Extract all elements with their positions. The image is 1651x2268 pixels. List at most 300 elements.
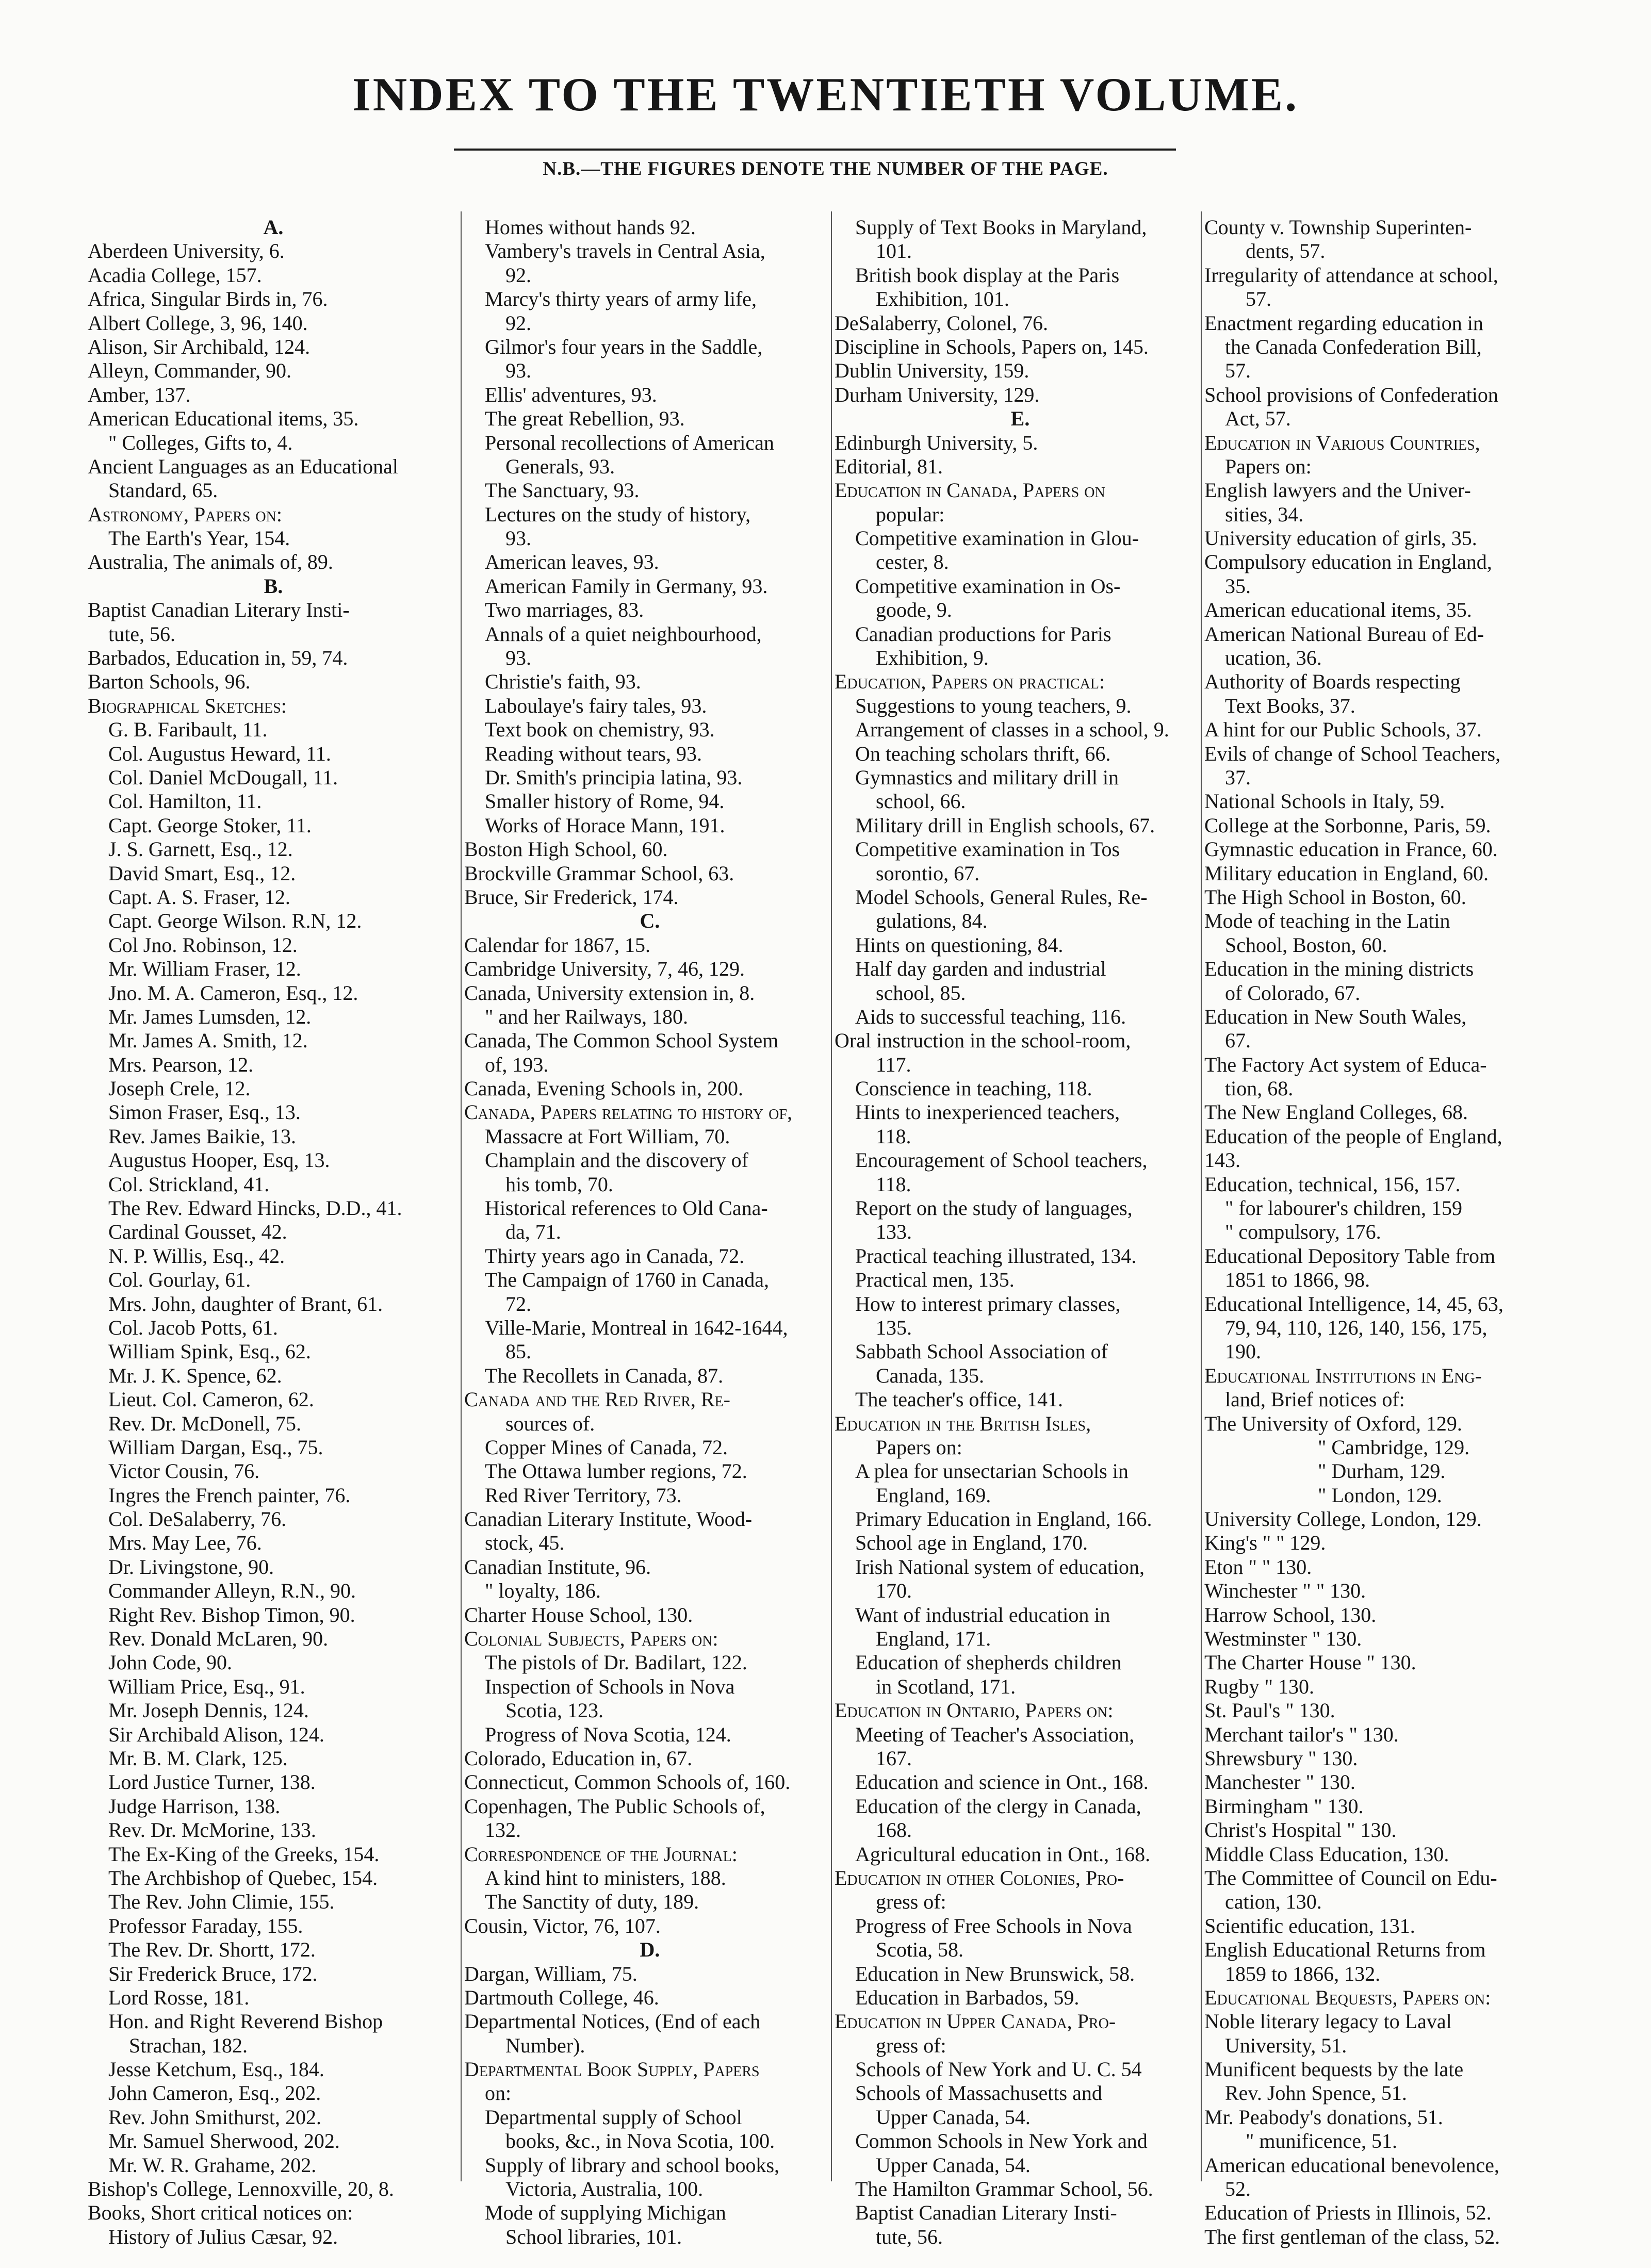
index-entry: Supply of library and school books,	[485, 2153, 780, 2177]
index-entry: Winchester " " 130.	[1204, 1579, 1366, 1603]
index-entry: dents, 57.	[1246, 239, 1326, 263]
index-entry: Cardinal Gousset, 42.	[108, 1220, 287, 1244]
index-entry: Col Jno. Robinson, 12.	[108, 933, 298, 957]
index-entry: stock, 45.	[485, 1531, 565, 1555]
index-letter-heading: C.	[640, 909, 660, 933]
index-entry: Scotia, 58.	[876, 1938, 963, 1962]
index-entry: Augustus Hooper, Esq, 13.	[108, 1148, 330, 1172]
index-entry: Education of shepherds children	[855, 1651, 1122, 1674]
index-entry: Eton " " 130.	[1204, 1555, 1312, 1579]
index-entry: Canada and the Red River, Re-	[464, 1388, 730, 1411]
index-entry: Hints on questioning, 84.	[855, 933, 1064, 957]
index-entry: Upper Canada, 54.	[876, 2105, 1031, 2129]
index-entry: 118.	[876, 1124, 911, 1148]
index-entry: " Colleges, Gifts to, 4.	[108, 431, 293, 454]
index-entry: Departmental Book Supply, Papers	[464, 2058, 760, 2081]
index-entry: Want of industrial education in	[855, 1603, 1110, 1626]
index-entry: Practical teaching illustrated, 134.	[855, 1244, 1137, 1268]
index-entry: American educational items, 35.	[1204, 598, 1472, 622]
index-entry: University education of girls, 35.	[1204, 527, 1477, 550]
index-entry: 79, 94, 110, 126, 140, 156, 175,	[1225, 1316, 1487, 1339]
index-entry: Mr. Joseph Dennis, 124.	[108, 1699, 309, 1722]
index-entry: The Sanctity of duty, 189.	[485, 1890, 699, 1914]
index-entry: School age in England, 170.	[855, 1531, 1088, 1555]
index-entry: Smaller history of Rome, 94.	[485, 790, 725, 813]
index-entry: Hints to inexperienced teachers,	[855, 1100, 1120, 1124]
index-entry: Canada, Papers relating to history of,	[464, 1100, 792, 1124]
index-entry: Lieut. Col. Cameron, 62.	[108, 1388, 314, 1411]
index-entry: Scotia, 123.	[505, 1699, 603, 1722]
index-entry: England, 169.	[876, 1483, 991, 1507]
index-entry: Noble literary legacy to Laval	[1204, 2010, 1452, 2033]
index-entry: school, 66.	[876, 790, 966, 813]
index-entry: Calendar for 1867, 15.	[464, 933, 651, 957]
index-entry: Massacre at Fort William, 70.	[485, 1124, 730, 1148]
index-entry: A kind hint to ministers, 188.	[485, 1866, 726, 1889]
index-entry: English Educational Returns from	[1204, 1938, 1486, 1962]
index-entry: Bishop's College, Lennoxville, 20, 8.	[88, 2177, 394, 2201]
index-entry: 72.	[505, 1292, 531, 1316]
index-entry: Aids to successful teaching, 116.	[855, 1005, 1126, 1028]
index-entry: tute, 56.	[876, 2225, 943, 2248]
index-entry: Upper Canada, 54.	[876, 2153, 1031, 2177]
index-letter-heading: B.	[264, 574, 283, 598]
index-entry: Bruce, Sir Frederick, 174.	[464, 885, 679, 909]
index-entry: The Charter House " 130.	[1204, 1651, 1416, 1674]
index-entry: Aberdeen University, 6.	[88, 239, 285, 263]
index-entry: 52.	[1225, 2177, 1251, 2201]
index-entry: goode, 9.	[876, 598, 952, 622]
index-entry: The Ottawa lumber regions, 72.	[485, 1459, 747, 1483]
index-entry: Historical references to Old Cana-	[485, 1196, 768, 1220]
index-entry: Mrs. May Lee, 76.	[108, 1531, 262, 1555]
index-entry: Gymnastics and military drill in	[855, 765, 1119, 789]
index-entry: The Earth's Year, 154.	[108, 527, 290, 550]
index-entry: Education and science in Ont., 168.	[855, 1770, 1149, 1794]
index-entry: Evils of change of School Teachers,	[1204, 742, 1501, 765]
index-entry: Compulsory education in England,	[1204, 550, 1492, 574]
index-entry: 93.	[505, 646, 531, 670]
index-entry: Mr. Samuel Sherwood, 202.	[108, 2129, 340, 2153]
index-entry: 37.	[1225, 765, 1251, 789]
index-entry: " Cambridge, 129.	[1318, 1435, 1470, 1459]
index-entry: Canada, The Common School System	[464, 1029, 779, 1053]
index-entry: Gymnastic education in France, 60.	[1204, 837, 1498, 861]
index-entry: Oral instruction in the school-room,	[835, 1029, 1131, 1053]
index-entry: Suggestions to young teachers, 9.	[855, 694, 1132, 717]
index-entry: Half day garden and industrial	[855, 957, 1106, 981]
index-entry: Acadia College, 157.	[88, 263, 262, 287]
index-entry: Dr. Livingstone, 90.	[108, 1555, 274, 1579]
index-entry: Books, Short critical notices on:	[88, 2201, 353, 2225]
index-entry: Sir Frederick Bruce, 172.	[108, 1962, 318, 1985]
index-entry: Supply of Text Books in Maryland,	[855, 216, 1147, 239]
index-entry: Simon Fraser, Esq., 13.	[108, 1100, 301, 1124]
index-entry: Departmental Notices, (End of each	[464, 2010, 761, 2033]
index-entry: Ellis' adventures, 93.	[485, 383, 657, 406]
index-entry: Rev. Donald McLaren, 90.	[108, 1627, 329, 1651]
index-entry: Africa, Singular Birds in, 76.	[88, 287, 328, 311]
index-entry: the Canada Confederation Bill,	[1225, 335, 1482, 358]
index-entry: Mode of teaching in the Latin	[1204, 909, 1450, 933]
index-entry: The Campaign of 1760 in Canada,	[485, 1268, 769, 1292]
index-column-2	[464, 216, 836, 2249]
index-entry: Colonial Subjects, Papers on:	[464, 1627, 718, 1651]
index-entry: " loyalty, 186.	[485, 1579, 601, 1603]
index-entry: tion, 68.	[1225, 1077, 1294, 1100]
index-entry: on:	[485, 2081, 512, 2105]
index-entry: books, &c., in Nova Scotia, 100.	[505, 2129, 775, 2153]
index-entry: Vambery's travels in Central Asia,	[485, 239, 765, 263]
index-entry: Alison, Sir Archibald, 124.	[88, 335, 310, 358]
index-entry: 101.	[876, 239, 912, 263]
index-column-4	[1204, 216, 1607, 2249]
index-entry: in Scotland, 171.	[876, 1674, 1016, 1698]
index-entry: 132.	[485, 1818, 521, 1842]
index-entry: Schools of New York and U. C. 54	[855, 2058, 1142, 2081]
index-entry: Model Schools, General Rules, Re-	[855, 885, 1148, 909]
index-entry: Judge Harrison, 138.	[108, 1794, 281, 1818]
index-entry: Boston High School, 60.	[464, 837, 668, 861]
index-entry: The Factory Act system of Educa-	[1204, 1053, 1487, 1076]
index-entry: Papers on:	[1225, 454, 1312, 478]
index-entry: Edinburgh University, 5.	[835, 431, 1038, 454]
index-entry: Conscience in teaching, 118.	[855, 1077, 1092, 1100]
index-entry: Report on the study of languages,	[855, 1196, 1133, 1220]
index-entry: Canadian Literary Institute, Wood-	[464, 1507, 753, 1531]
index-entry: Rugby " 130.	[1204, 1674, 1315, 1698]
index-entry: Mode of supplying Michigan	[485, 2201, 726, 2225]
index-entry: 93.	[505, 527, 531, 550]
index-entry: Harrow School, 130.	[1204, 1603, 1377, 1626]
index-entry: Gilmor's four years in the Saddle,	[485, 335, 763, 358]
index-entry: Shrewsbury " 130.	[1204, 1747, 1358, 1770]
index-entry: American Family in Germany, 93.	[485, 574, 768, 598]
index-entry: Charter House School, 130.	[464, 1603, 693, 1626]
index-entry: Progress of Nova Scotia, 124.	[485, 1722, 731, 1746]
index-entry: 93.	[505, 359, 531, 383]
index-entry: Canada, Evening Schools in, 200.	[464, 1077, 744, 1100]
index-entry: Alleyn, Commander, 90.	[88, 359, 291, 383]
index-entry: cester, 8.	[876, 550, 949, 574]
index-entry: The Recollets in Canada, 87.	[485, 1363, 724, 1387]
index-letter-heading: A.	[263, 216, 284, 239]
index-entry: sources of.	[505, 1411, 595, 1435]
index-entry: Capt. George Wilson. R.N, 12.	[108, 909, 362, 933]
index-entry: 133.	[876, 1220, 912, 1244]
index-entry: " compulsory, 176.	[1225, 1220, 1381, 1244]
index-entry: School, Boston, 60.	[1225, 933, 1387, 957]
index-entry: cation, 130.	[1225, 1890, 1322, 1914]
index-entry: tute, 56.	[108, 622, 175, 646]
index-entry: 35.	[1225, 574, 1251, 598]
index-entry: A plea for unsectarian Schools in	[855, 1459, 1129, 1483]
index-entry: 1851 to 1866, 98.	[1225, 1268, 1370, 1292]
index-entry: Mr. B. M. Clark, 125.	[108, 1747, 288, 1770]
index-entry: Personal recollections of American	[485, 431, 774, 454]
index-entry: gulations, 84.	[876, 909, 988, 933]
index-entry: Lectures on the study of history,	[485, 502, 751, 526]
index-entry: Educational Bequests, Papers on:	[1204, 1985, 1491, 2009]
index-entry: Education in New Brunswick, 58.	[855, 1962, 1135, 1985]
index-entry: The Rev. Dr. Shortt, 172.	[108, 1938, 316, 1962]
index-entry: Westminster " 130.	[1204, 1627, 1362, 1651]
index-entry: Right Rev. Bishop Timon, 90.	[108, 1603, 355, 1626]
index-entry: Col. Jacob Potts, 61.	[108, 1316, 278, 1339]
index-entry: of Colorado, 67.	[1225, 981, 1361, 1005]
index-entry: " and her Railways, 180.	[485, 1005, 689, 1028]
index-entry: Exhibition, 9.	[876, 646, 989, 670]
index-entry: American leaves, 93.	[485, 550, 659, 574]
index-entry: 92.	[505, 311, 531, 335]
index-entry: Durham University, 129.	[835, 383, 1040, 406]
index-entry: Enactment regarding education in	[1204, 311, 1483, 335]
index-entry: The Rev. John Climie, 155.	[108, 1890, 335, 1914]
index-entry: Education in the mining districts	[1204, 957, 1474, 981]
index-entry: Dartmouth College, 46.	[464, 1985, 659, 2009]
index-entry: England, 171.	[876, 1627, 991, 1651]
index-entry: Jno. M. A. Cameron, Esq., 12.	[108, 981, 358, 1005]
index-entry: Dr. Smith's principia latina, 93.	[485, 765, 743, 789]
index-entry: Inspection of Schools in Nova	[485, 1674, 735, 1698]
index-entry: Lord Justice Turner, 138.	[108, 1770, 316, 1794]
index-entry: Col. Strickland, 41.	[108, 1172, 270, 1196]
index-entry: Col. Gourlay, 61.	[108, 1268, 251, 1292]
index-entry: Education in Ontario, Papers on:	[835, 1699, 1114, 1722]
index-entry: Rev. John Spence, 51.	[1225, 2081, 1407, 2105]
index-entry: Hon. and Right Reverend Bishop	[108, 2010, 383, 2033]
index-entry: Encouragement of School teachers,	[855, 1148, 1148, 1172]
index-entry: 57.	[1246, 287, 1271, 311]
index-entry: " Durham, 129.	[1318, 1459, 1446, 1483]
index-entry: 118.	[876, 1172, 911, 1196]
index-entry: Two marriages, 83.	[485, 598, 644, 622]
index-entry: Merchant tailor's " 130.	[1204, 1722, 1399, 1746]
index-entry: Australia, The animals of, 89.	[88, 550, 333, 574]
index-entry: gress of:	[876, 1890, 946, 1914]
index-entry: Sabbath School Association of	[855, 1340, 1108, 1363]
index-entry: Champlain and the discovery of	[485, 1148, 748, 1172]
index-entry: David Smart, Esq., 12.	[108, 861, 296, 885]
index-entry: John Code, 90.	[108, 1651, 232, 1674]
index-entry: How to interest primary classes,	[855, 1292, 1121, 1316]
index-entry: Baptist Canadian Literary Insti-	[855, 2201, 1117, 2225]
index-entry: Military drill in English schools, 67.	[855, 813, 1155, 837]
index-entry: Meeting of Teacher's Association,	[855, 1722, 1135, 1746]
index-entry: 170.	[876, 1579, 912, 1603]
index-entry: Colorado, Education in, 67.	[464, 1747, 693, 1770]
index-entry: Primary Education in England, 166.	[855, 1507, 1152, 1531]
index-entry: Thirty years ago in Canada, 72.	[485, 1244, 745, 1268]
index-entry: Strachan, 182.	[129, 2033, 248, 2057]
index-entry: Number).	[505, 2033, 585, 2057]
index-entry: Competitive examination in Glou-	[855, 527, 1139, 550]
index-entry: The Archbishop of Quebec, 154.	[108, 1866, 378, 1889]
index-entry: Christ's Hospital " 130.	[1204, 1818, 1397, 1842]
index-entry: Biographical Sketches:	[88, 694, 287, 717]
index-entry: The New England Colleges, 68.	[1204, 1100, 1468, 1124]
index-entry: The Rev. Edward Hincks, D.D., 41.	[108, 1196, 402, 1220]
index-entry: The great Rebellion, 93.	[485, 407, 685, 431]
index-entry: Rev. Dr. McDonell, 75.	[108, 1411, 302, 1435]
index-entry: The teacher's office, 141.	[855, 1388, 1063, 1411]
index-entry: Progress of Free Schools in Nova	[855, 1914, 1132, 1937]
index-entry: of, 193.	[485, 1053, 549, 1076]
index-entry: Text Books, 37.	[1225, 694, 1355, 717]
index-entry: land, Brief notices of:	[1225, 1388, 1405, 1411]
index-entry: The High School in Boston, 60.	[1204, 885, 1466, 909]
index-entry: The Sanctuary, 93.	[485, 479, 640, 502]
index-entry: Birmingham " 130.	[1204, 1794, 1364, 1818]
index-entry: N. P. Willis, Esq., 42.	[108, 1244, 285, 1268]
index-entry: Middle Class Education, 130.	[1204, 1842, 1449, 1866]
index-entry: Educational Intelligence, 14, 45, 63,	[1204, 1292, 1503, 1316]
index-entry: Canadian productions for Paris	[855, 622, 1111, 646]
index-entry: Annals of a quiet neighbourhood,	[485, 622, 762, 646]
index-entry: Authority of Boards respecting	[1204, 670, 1461, 694]
index-entry: Competitive examination in Os-	[855, 574, 1121, 598]
index-entry: Educational Institutions in Eng-	[1204, 1363, 1482, 1387]
index-entry: sorontio, 67.	[876, 861, 980, 885]
index-entry: Educational Depository Table from	[1204, 1244, 1496, 1268]
index-entry: Col. DeSalaberry, 76.	[108, 1507, 287, 1531]
index-entry: Copenhagen, The Public Schools of,	[464, 1794, 765, 1818]
index-entry: Works of Horace Mann, 191.	[485, 813, 725, 837]
index-entry: his tomb, 70.	[505, 1172, 613, 1196]
index-entry: The Ex-King of the Greeks, 154.	[108, 1842, 380, 1866]
index-entry: Commander Alleyn, R.N., 90.	[108, 1579, 356, 1603]
index-entry: William Price, Esq., 91.	[108, 1674, 305, 1698]
index-entry: 168.	[876, 1818, 912, 1842]
index-entry: " for labourer's children, 159	[1225, 1196, 1463, 1220]
index-entry: Irish National system of education,	[855, 1555, 1145, 1579]
index-entry: 85.	[505, 1340, 531, 1363]
index-entry: Exhibition, 101.	[876, 287, 1009, 311]
index-entry: Common Schools in New York and	[855, 2129, 1148, 2153]
index-entry: History of Julius Cæsar, 92.	[108, 2225, 338, 2248]
index-entry: Education in Various Countries,	[1204, 431, 1480, 454]
index-entry: School libraries, 101.	[505, 2225, 682, 2248]
index-entry: American Educational items, 35.	[88, 407, 359, 431]
index-entry: 57.	[1225, 359, 1251, 383]
index-entry: " London, 129.	[1318, 1483, 1442, 1507]
index-entry: Mr. Peabody's donations, 51.	[1204, 2105, 1443, 2129]
index-entry: Discipline in Schools, Papers on, 145.	[835, 335, 1149, 358]
index-entry: College at the Sorbonne, Paris, 59.	[1204, 813, 1491, 837]
index-entry: 167.	[876, 1747, 912, 1770]
index-entry: School provisions of Confederation	[1204, 383, 1498, 406]
index-entry: Barbados, Education in, 59, 74.	[88, 646, 348, 670]
index-entry: Education in Upper Canada, Pro-	[835, 2010, 1116, 2033]
index-entry: Copper Mines of Canada, 72.	[485, 1435, 728, 1459]
index-entry: Canadian Institute, 96.	[464, 1555, 651, 1579]
page-title: INDEX TO THE TWENTIETH VOLUME.	[352, 68, 1299, 121]
index-entry: King's " " 129.	[1204, 1531, 1326, 1555]
index-entry: The Committee of Council on Edu-	[1204, 1866, 1497, 1889]
index-entry: Astronomy, Papers on:	[88, 502, 282, 526]
index-entry: Albert College, 3, 96, 140.	[88, 311, 308, 335]
index-entry: Education in the British Isles,	[835, 1411, 1091, 1435]
index-entry: Rev. James Baikie, 13.	[108, 1124, 297, 1148]
index-entry: University College, London, 129.	[1204, 1507, 1482, 1531]
index-entry: Col. Augustus Heward, 11.	[108, 742, 331, 765]
index-entry: Dargan, William, 75.	[464, 1962, 637, 1985]
index-entry: Brockville Grammar School, 63.	[464, 861, 734, 885]
index-entry: Practical men, 135.	[855, 1268, 1015, 1292]
index-entry: Mr. James A. Smith, 12.	[108, 1029, 308, 1053]
index-entry: Lord Rosse, 181.	[108, 1985, 250, 2009]
index-entry: Education in New South Wales,	[1204, 1005, 1467, 1028]
index-entry: Cousin, Victor, 76, 107.	[464, 1914, 661, 1937]
index-entry: Ancient Languages as an Educational	[88, 454, 398, 478]
index-entry: ucation, 36.	[1225, 646, 1322, 670]
index-letter-heading: D.	[640, 1938, 660, 1962]
index-entry: Schools of Massachusetts and	[855, 2081, 1102, 2105]
index-entry: Mrs. John, daughter of Brant, 61.	[108, 1292, 383, 1316]
index-entry: Military education in England, 60.	[1204, 861, 1489, 885]
index-entry: G. B. Faribault, 11.	[108, 718, 268, 742]
index-entry: Reading without tears, 93.	[485, 742, 702, 765]
index-entry: University, 51.	[1225, 2033, 1347, 2057]
index-entry: Amber, 137.	[88, 383, 191, 406]
index-entry: " munificence, 51.	[1246, 2129, 1398, 2153]
index-entry: Sir Archibald Alison, 124.	[108, 1722, 324, 1746]
index-entry: Cambridge University, 7, 46, 129.	[464, 957, 745, 981]
index-entry: Education in Barbados, 59.	[855, 1985, 1080, 2009]
index-entry: The first gentleman of the class, 52.	[1204, 2225, 1500, 2248]
index-entry: 67.	[1225, 1029, 1251, 1053]
index-entry: 143.	[1204, 1148, 1240, 1172]
index-entry: Professor Faraday, 155.	[108, 1914, 303, 1937]
page-note: N.B.—THE FIGURES DENOTE THE NUMBER OF THE PAGE.	[543, 158, 1108, 179]
index-entry: British book display at the Paris	[855, 263, 1120, 287]
index-entry: Baptist Canadian Literary Insti-	[88, 598, 350, 622]
index-entry: Rev. Dr. McMorine, 133.	[108, 1818, 316, 1842]
index-entry: Correspondence of the Journal:	[464, 1842, 738, 1866]
index-entry: Competitive examination in Tos	[855, 837, 1120, 861]
index-entry: American educational benevolence,	[1204, 2153, 1499, 2177]
index-entry: Homes without hands 92.	[485, 216, 696, 239]
index-entry: Marcy's thirty years of army life,	[485, 287, 757, 311]
index-entry: Education of the people of England,	[1204, 1124, 1502, 1148]
index-entry: English lawyers and the Univer-	[1204, 479, 1471, 502]
index-entry: Arrangement of classes in a school, 9.	[855, 718, 1169, 742]
index-column-3	[835, 216, 1206, 2249]
index-entry: National Schools in Italy, 59.	[1204, 790, 1445, 813]
index-entry: sities, 34.	[1225, 502, 1304, 526]
index-entry: 1859 to 1866, 132.	[1225, 1962, 1381, 1985]
index-entry: A hint for our Public Schools, 37.	[1204, 718, 1482, 742]
index-entry: Ville-Marie, Montreal in 1642-1644,	[485, 1316, 788, 1339]
index-column-1	[88, 216, 459, 2249]
index-entry: Capt. George Stoker, 11.	[108, 813, 312, 837]
index-entry: Education, Papers on practical:	[835, 670, 1105, 694]
index-entry: popular:	[876, 502, 945, 526]
index-entry: Victor Cousin, 76.	[108, 1459, 260, 1483]
index-entry: Education in Canada, Papers on	[835, 479, 1105, 502]
title-rule	[454, 149, 1176, 151]
index-entry: William Spink, Esq., 62.	[108, 1340, 311, 1363]
index-entry: Rev. John Smithurst, 202.	[108, 2105, 321, 2129]
index-entry: 92.	[505, 263, 531, 287]
index-entry: DeSalaberry, Colonel, 76.	[835, 311, 1048, 335]
index-entry: Mr. J. K. Spence, 62.	[108, 1363, 282, 1387]
index-entry: William Dargan, Esq., 75.	[108, 1435, 323, 1459]
index-entry: Col. Hamilton, 11.	[108, 790, 262, 813]
index-entry: County v. Township Superinten-	[1204, 216, 1472, 239]
index-letter-heading: E.	[1010, 407, 1030, 431]
index-entry: J. S. Garnett, Esq., 12.	[108, 837, 293, 861]
